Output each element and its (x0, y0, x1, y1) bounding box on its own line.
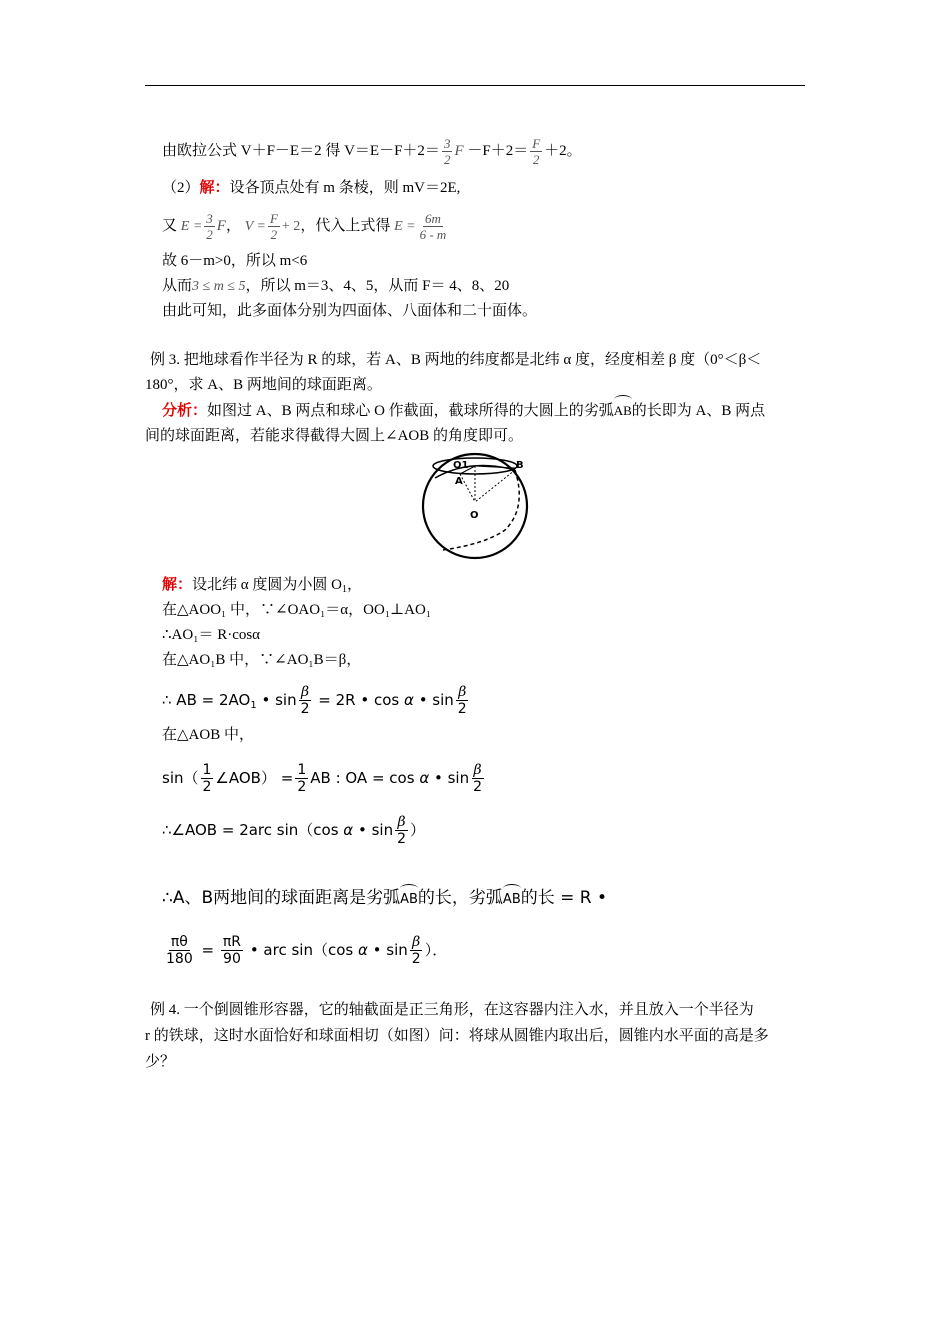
from-text: 从而 (162, 278, 193, 294)
eq1-c: = 2R • cos (318, 691, 400, 709)
comma: ， (225, 217, 241, 234)
sphere-figure (415, 448, 535, 560)
analysis-label: 分析： (162, 403, 208, 419)
eq2 (162, 763, 486, 794)
part2-formula-line (162, 212, 450, 241)
line-so: 故 6－m>0，所以 m<6 (162, 253, 308, 269)
label-o1: O1 (453, 460, 469, 471)
eq2-e: • sin (434, 769, 470, 787)
ob-line (475, 470, 515, 502)
eq3 (162, 815, 425, 846)
solve-line (162, 575, 362, 600)
fraction: $\frac{\pi\theta}{180}$ (166, 934, 193, 967)
euler-line (162, 137, 582, 166)
fraction: $\frac{1}{2}$ (297, 762, 307, 795)
subst-text: ，代入上式得 (300, 217, 391, 234)
fraction: $\frac{6m}{6 - m}$ (419, 211, 447, 242)
solve-label-2: 解： (162, 577, 193, 593)
eq3-a: ∴∠AOB = 2arc sin（cos (162, 821, 339, 839)
fraction: $\frac{1}{2}$ (202, 762, 212, 795)
arc-ab: AB (614, 401, 632, 421)
s5: 在△AOB 中， (162, 727, 254, 743)
fraction: $\frac{\beta}{2}$ (457, 684, 467, 717)
euler-text: 由欧拉公式 V＋F－E＝2 得 V＝E－F＋2＝ (162, 142, 440, 159)
label-o: O (470, 510, 479, 521)
part2-heading (162, 178, 460, 198)
ex4-line3: 少？ (145, 1054, 176, 1070)
ex3-line1: 例 3. 把地球看作半径为 R 的球，若 A、B 两地的纬度都是北纬 α 度，经度相差 β 度（0°＜β＜ (150, 352, 762, 368)
eq1-a: ∴ AB = 2AO (162, 691, 251, 709)
fraction: $\frac{3}{2}$ (206, 211, 213, 242)
result-tail-a: • arc sin（cos (249, 941, 354, 959)
result-tail-c: ）． (424, 941, 448, 959)
plus-two: + 2 (281, 218, 301, 234)
ex3-line2: 180°，求 A、B 两地间的球面距离。 (145, 377, 382, 393)
ex4-line2: r 的铁球，这时水面恰好和球面相切（如图）问：将球从圆锥内取出后，圆锥内水平面的高是多 (145, 1028, 769, 1044)
result-formula (162, 935, 447, 966)
eq2-a: sin（ (162, 769, 199, 787)
eq2-b: ∠AOB） (215, 769, 276, 787)
E-eq-2: E = (394, 218, 416, 234)
eq3-c: ） (410, 821, 426, 839)
euler-text-c: ＋2。 (544, 142, 582, 159)
result-mid: 的长，劣弧 (417, 888, 503, 908)
inequality: 3 ≤ m ≤ 5 (192, 279, 246, 294)
arc-ab: AB (503, 890, 521, 910)
euler-text-b: －F＋2＝ (467, 142, 529, 159)
part-label: （2） (162, 180, 200, 196)
analysis-line2: 间的球面距离，若能求得截得大圆上∠AOB 的角度即可。 (145, 428, 523, 444)
again-text: 又 (162, 217, 178, 234)
eq3-b: • sin (357, 821, 394, 839)
label-b: B (516, 460, 524, 471)
s3: ∴AO₁＝ R·cosα (162, 627, 261, 643)
eq1-d: • sin (418, 691, 454, 709)
fraction: $\frac{\beta}{2}$ (473, 762, 483, 795)
eq1-sub: 1 (250, 700, 257, 711)
E-eq: E = (180, 218, 203, 234)
from-text-b: ，所以 m＝3、4、5，从而 F＝ 4、8、20 (245, 278, 510, 294)
fraction: $\frac{3}{2}$ (443, 136, 451, 167)
result-tail-b: • sin (372, 941, 408, 959)
fraction: $\frac{\beta}{2}$ (397, 814, 406, 847)
eq1-b: • sin (261, 691, 297, 709)
header-rule (145, 85, 805, 86)
alpha: α (404, 691, 414, 709)
V-eq: V = (244, 218, 266, 234)
fraction: $\frac{\beta}{2}$ (300, 684, 310, 717)
var-F: F (454, 142, 464, 159)
sub-1: 1 (341, 584, 347, 595)
s1: 设北纬 α 度圆为小圆 O (192, 577, 342, 593)
eq2-c: = (280, 769, 294, 787)
fraction: $\frac{F}{2}$ (532, 136, 541, 167)
alpha: α (357, 941, 368, 959)
part2-text: 设各顶点处有 m 条棱，则 mV＝2E, (229, 180, 461, 196)
equals: = (201, 941, 215, 959)
result-text: ∴A、B两地间的球面距离是劣弧 (162, 888, 401, 908)
label-a: A (455, 476, 463, 487)
s4: 在△AO₁B 中，∵∠AO₁B＝β， (162, 652, 362, 668)
alpha: α (343, 821, 354, 839)
arc-ab: AB (400, 890, 418, 910)
s1-end: ， (346, 577, 362, 593)
analysis-text: 如图过 A、B 两点和球心 O 作截面，截球所得的大圆上的劣弧 (207, 403, 614, 419)
fraction: $\frac{\beta}{2}$ (411, 934, 421, 967)
s2: 在△AOO₁ 中，∵∠OAO₁＝α，OO₁⊥AO₁ (162, 602, 432, 618)
analysis-text-b: 的长即为 A、B 两点 (631, 403, 766, 419)
eq1 (162, 685, 471, 716)
result-line (162, 888, 607, 910)
ex3-analysis (162, 401, 765, 421)
alpha: α (419, 769, 430, 787)
solve-label: 解： (199, 180, 230, 196)
eq2-d: AB : OA = cos (310, 769, 415, 787)
fraction: $\frac{F}{2}$ (269, 211, 278, 242)
conclusion: 由此可知，此多面体分别为四面体、八面体和二十面体。 (162, 303, 538, 319)
var-F: F (216, 217, 226, 234)
fraction: $\frac{\pi R}{90}$ (222, 934, 242, 967)
result-end: 的长 = R • (520, 888, 608, 908)
line-from (162, 276, 509, 297)
ex4-line1: 例 4. 一个倒圆锥形容器，它的轴截面是正三角形，在这容器内注入水，并且放入一个半径为 (150, 1002, 754, 1018)
